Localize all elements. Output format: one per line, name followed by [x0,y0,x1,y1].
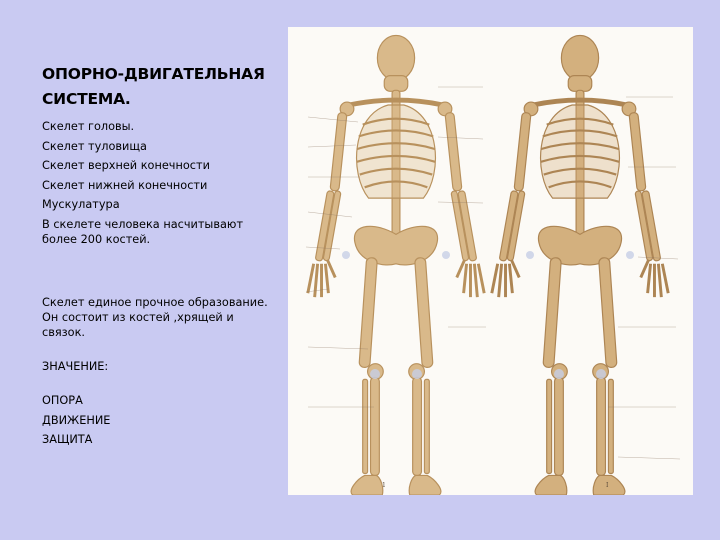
list-item: Мускулатура [42,198,120,211]
meaning-heading: ЗНАЧЕНИЕ: [42,359,109,373]
slide-title [42,62,282,112]
meaning-item: ДВИЖЕНИЕ [42,413,111,427]
cartilage-marks [342,251,634,379]
body-text [42,117,272,450]
figure-label-front: 1 [382,482,386,489]
skeleton-svg [288,27,693,495]
title-line-2: СИСТЕМА. [42,90,131,108]
list-item: Скелет нижней конечности [42,178,208,192]
meaning-item: ЗАЩИТА [42,433,93,446]
list-item: Скелет туловища [42,139,147,153]
skeleton-illustration [288,27,693,495]
skeleton-back [492,35,668,495]
title-line-1: ОПОРНО-ДВИГАТЕЛЬНАЯ [42,65,265,83]
figure-label-back: I [606,482,609,489]
list-item: Скелет головы. [42,120,135,133]
list-item: Скелет верхней конечности [42,159,210,172]
bones-count-text: В скелете человека насчитывают более 200 костей. [42,217,244,246]
skeleton-front [308,35,484,495]
meaning-item: ОПОРА [42,394,83,407]
definition-text: Скелет единое прочное образование. Он состоит из костей ,хрящей и связок. [42,295,268,339]
